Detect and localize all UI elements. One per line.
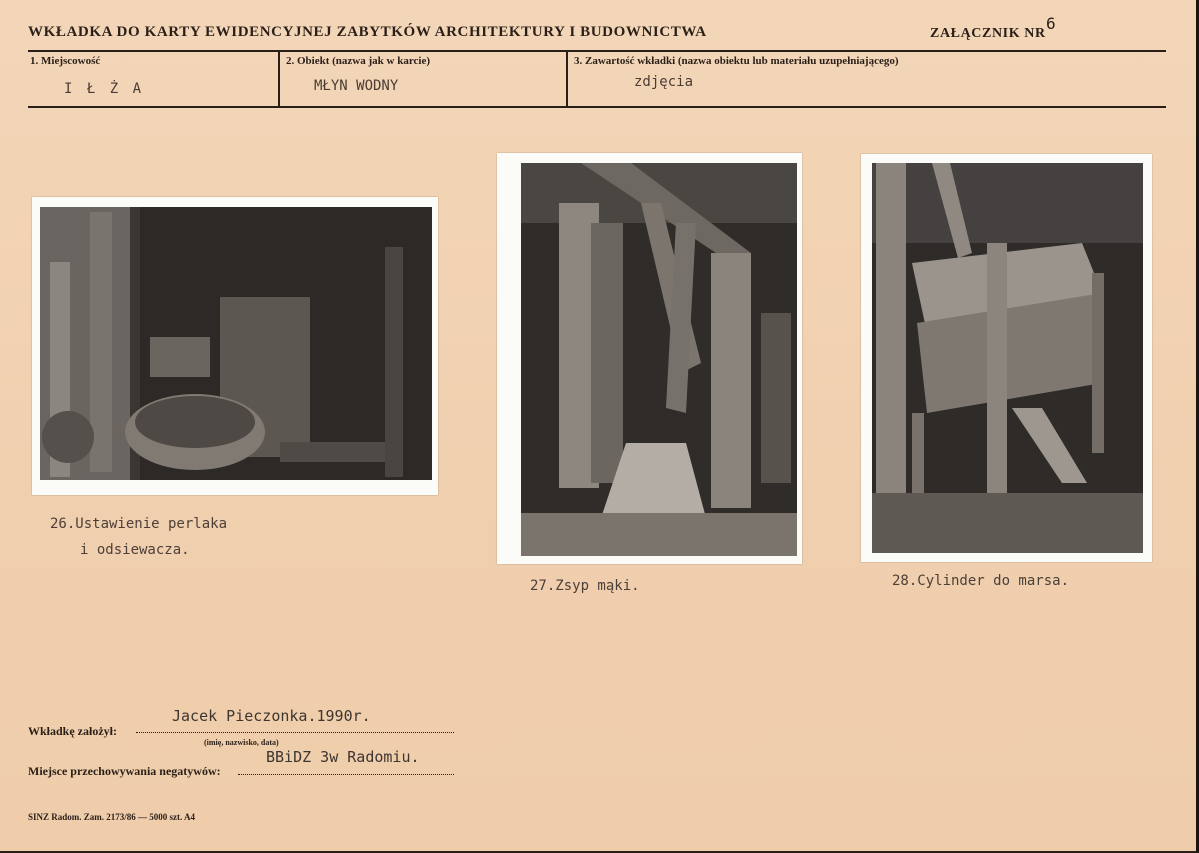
field-divider-1: [278, 50, 280, 107]
place-label: 1. Miejscowość: [30, 55, 101, 67]
content-value: zdjęcia: [634, 74, 694, 90]
photo-28-caption: 28.Cylinder do marsa.: [892, 573, 1070, 589]
document-title: WKŁADKA DO KARTY EWIDENCYJNEJ ZABYTKÓW ARCHITEKTURY I BUDOWNICTWA: [28, 24, 707, 40]
negatives-dotted-line: [238, 774, 454, 775]
photo-27: [497, 153, 802, 564]
place-value: I Ł Ż A: [64, 81, 145, 97]
content-label: 3. Zawartość wkładki (nazwa obiektu lub materiału uzupełniającego): [574, 55, 899, 67]
photo-26-caption-line1: 26.Ustawienie perlaka: [50, 516, 228, 532]
object-label: 2. Obiekt (nazwa jak w karcie): [286, 55, 431, 67]
created-by-value: Jacek Pieczonka.1990r.: [172, 707, 371, 725]
photo-26-caption-line2: i odsiewacza.: [80, 542, 190, 558]
annex-label: ZAŁĄCZNIK NR: [930, 26, 1046, 41]
photo-26: [32, 197, 438, 495]
print-info: SINZ Radom. Zam. 2173/86 — 5000 szt. A4: [28, 812, 196, 822]
header-rule: [28, 50, 1166, 52]
annex-number: 6: [1046, 14, 1056, 33]
created-by-dotted-line: [136, 732, 454, 733]
negatives-location-value: BBiDZ 3w Radomiu.: [266, 748, 420, 766]
fields-bottom-rule: [28, 106, 1166, 108]
photo-27-image: [521, 163, 797, 556]
created-by-label: Wkładkę założył:: [28, 724, 117, 738]
photo-27-caption: 27.Zsyp mąki.: [530, 578, 640, 594]
negatives-location-label: Miejsce przechowywania negatywów:: [28, 764, 221, 778]
photo-26-image: [40, 207, 432, 480]
photo-28: [861, 154, 1152, 562]
object-value: MŁYN WODNY: [314, 78, 399, 94]
created-by-hint: (imię, nazwisko, data): [204, 738, 279, 747]
photo-28-image: [872, 163, 1143, 553]
field-divider-2: [566, 50, 568, 107]
